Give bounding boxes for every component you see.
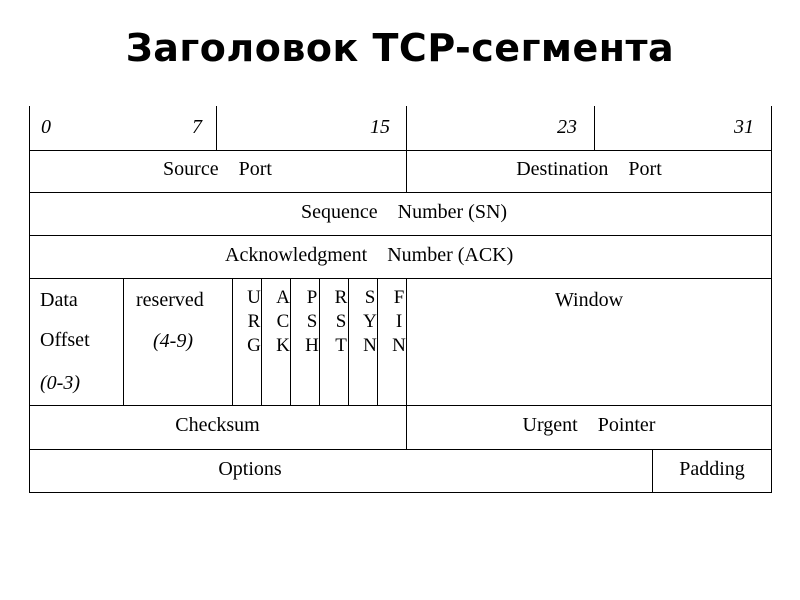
flag-syn: S Y N <box>363 287 377 356</box>
window-field: Window <box>554 289 624 311</box>
row-line-2 <box>29 192 772 193</box>
flag-urg: U R G <box>247 287 261 356</box>
flag-rst: R S T <box>334 287 348 356</box>
source-port-field: Source Port <box>163 158 272 180</box>
checksum-field: Checksum <box>175 414 260 436</box>
bit-divider-8 <box>216 106 217 150</box>
data-offset-label: Data <box>40 289 78 311</box>
urgent-pointer-field: Urgent Pointer <box>522 414 656 436</box>
bit-0: 0 <box>41 116 51 138</box>
flag-fin: F I N <box>392 287 406 356</box>
reserved-divider <box>232 278 233 405</box>
bit-31: 31 <box>734 116 754 138</box>
data-offset-range: (0-3) <box>40 372 80 394</box>
data-offset-label-2: Offset <box>40 329 90 351</box>
destination-port-field: Destination Port <box>516 158 662 180</box>
page-title: Заголовок TCP-сегмента <box>125 26 675 70</box>
row-line-1 <box>29 150 772 151</box>
row-line-6 <box>29 449 772 450</box>
options-field: Options <box>218 458 282 480</box>
flag-psh: P S H <box>305 287 319 356</box>
flag-ack: A C K <box>276 287 290 356</box>
row-line-5 <box>29 405 772 406</box>
bit-15: 15 <box>370 116 390 138</box>
reserved-range: (4-9) <box>153 330 193 352</box>
sequence-number-field: Sequence Number (SN) <box>301 201 508 223</box>
bit-divider-24 <box>594 106 595 150</box>
ack-number-field: Acknowledgment Number (ACK) <box>225 244 514 266</box>
reserved-label: reserved <box>136 289 204 311</box>
tcp-header-diagram <box>29 106 772 493</box>
row-line-4 <box>29 278 772 279</box>
border-bottom <box>29 492 772 493</box>
bit-7: 7 <box>192 116 202 138</box>
offset-divider <box>123 278 124 405</box>
row-line-3 <box>29 235 772 236</box>
bit-23: 23 <box>557 116 577 138</box>
padding-field: Padding <box>679 458 745 480</box>
